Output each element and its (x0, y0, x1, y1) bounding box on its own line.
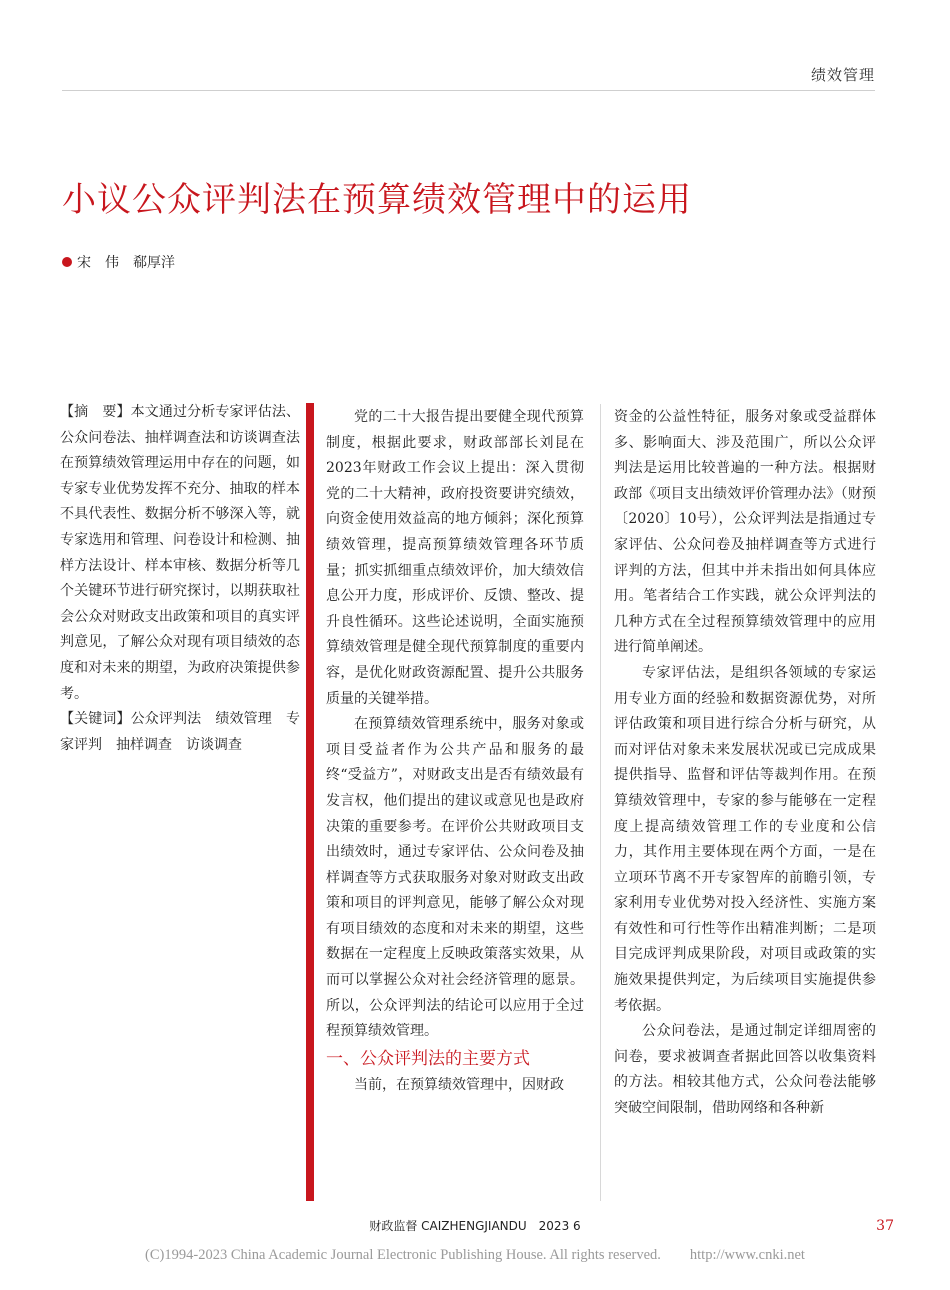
body-paragraph: 当前，在预算绩效管理中，因财政 (354, 1076, 564, 1093)
bullet-dot-icon (62, 257, 72, 267)
page-number: 37 (876, 1218, 894, 1234)
body-column-1 (326, 405, 584, 1098)
body-paragraph: 公众问卷法，是通过制定详细周密的问卷，要求被调查者据此回答以收集资料的方法。相较其他方式，公众问卷法能够突破空间限制，借助网络和各种新 (614, 1023, 876, 1117)
abstract-accent-bar (306, 403, 314, 1201)
section-label: 绩效管理 (810, 66, 875, 84)
column-divider (600, 404, 601, 1201)
author-names: 宋 伟 郗厚洋 (77, 255, 175, 271)
body-paragraph: 在预算绩效管理系统中，服务对象或项目受益者作为公共产品和服务的最终“受益方”，对财政支出是否有绩效最有发言权，他们提出的建议或意见也是政府决策的重要参考。在评价公共财政项目支出绩效时，通过专家评估、公众问卷及抽样调查等方式获取服务对象对财政支出政策和项目的评判意见，能够了解公众对现有项目绩效的态度和对未来的期望，这些数据在一定程度上反映政策落实效果，从而可以掌握公众对社会经济管理的愿景。所以，公众评判法的结论可以应用于全过程预算绩效管理。 (326, 716, 584, 1040)
keywords: 【关键词】公众评判法 绩效管理 专家评判 抽样调查 访谈调查 (60, 711, 300, 753)
header-rule (62, 90, 875, 91)
abstract-text: 【摘 要】本文通过分析专家评估法、公众问卷法、抽样调查法和访谈调查法在预算绩效管理运用中存在的问题，如专家专业优势发挥不充分、抽取的样本不具代表性、数据分析不够深入等，就专家选用和管理、问卷设计和检测、抽样方法设计、样本审核、数据分析等几个关键环节进行研究探讨，以期获取社会公众对财政支出政策和项目的真实评判意见，了解公众对现有项目绩效的态度和对未来的期望，为政府决策提供参考。 (60, 404, 300, 702)
article-title: 小议公众评判法在预算绩效管理中的运用 (62, 180, 692, 220)
body-paragraph: 资金的公益性特征，服务对象或受益群体多、影响面大、涉及范围广，所以公众评判法是运用比较普遍的一种方法。根据财政部《项目支出绩效评价管理办法》（财预〔2020〕10号），公众评判法是指通过专家评估、公众问卷及抽样调查等方式进行评判的方法，但其中并未指出如何具体应用。笔者结合工作实践，就公众评判法的几种方式在全过程预算绩效管理中的应用进行简单阐述。 (614, 409, 876, 656)
copyright-notice: (C)1994-2023 China Academic Journal Electronic Publishing House. All rights reserved. http://www.cnki.net (145, 1247, 805, 1263)
abstract (60, 400, 300, 758)
journal-footer: 财政监督 CAIZHENGJIANDU 2023 6 (369, 1219, 581, 1233)
body-paragraph: 党的二十大报告提出要健全现代预算制度，根据此要求，财政部部长刘昆在2023年财政工作会议上提出：深入贯彻党的二十大精神，政府投资要讲究绩效，向资金使用效益高的地方倾斜；深化预算绩效管理，提高预算绩效管理各环节质量；抓实抓细重点绩效评价，加大绩效信息公开力度，形成评价、反馈、整改、提升良性循环。这些论述说明，全面实施预算绩效管理是健全现代预算制度的重要内容，是优化财政资源配置、提升公共服务质量的关键举措。 (326, 409, 584, 707)
authors (62, 252, 175, 272)
body-paragraph: 专家评估法，是组织各领域的专家运用专业方面的经验和数据资源优势，对所评估政策和项目进行综合分析与研究，从而对评估对象未来发展状况或已完成成果提供指导、监督和评估等裁判作用。在预算绩效管理中，专家的参与能够在一定程度上提高绩效管理工作的专业度和公信力，其作用主要体现在两个方面，一是在立项环节离不开专家智库的前瞻引领，专家利用专业优势对投入经济性、实施方案有效性和可行性等作出精准判断；二是项目完成评判成果阶段，对项目或政策的实施效果提供判定，为后续项目实施提供参考依据。 (614, 664, 876, 1014)
body-column-2 (614, 405, 876, 1122)
section-heading: 一、公众评判法的主要方式 (326, 1048, 530, 1069)
